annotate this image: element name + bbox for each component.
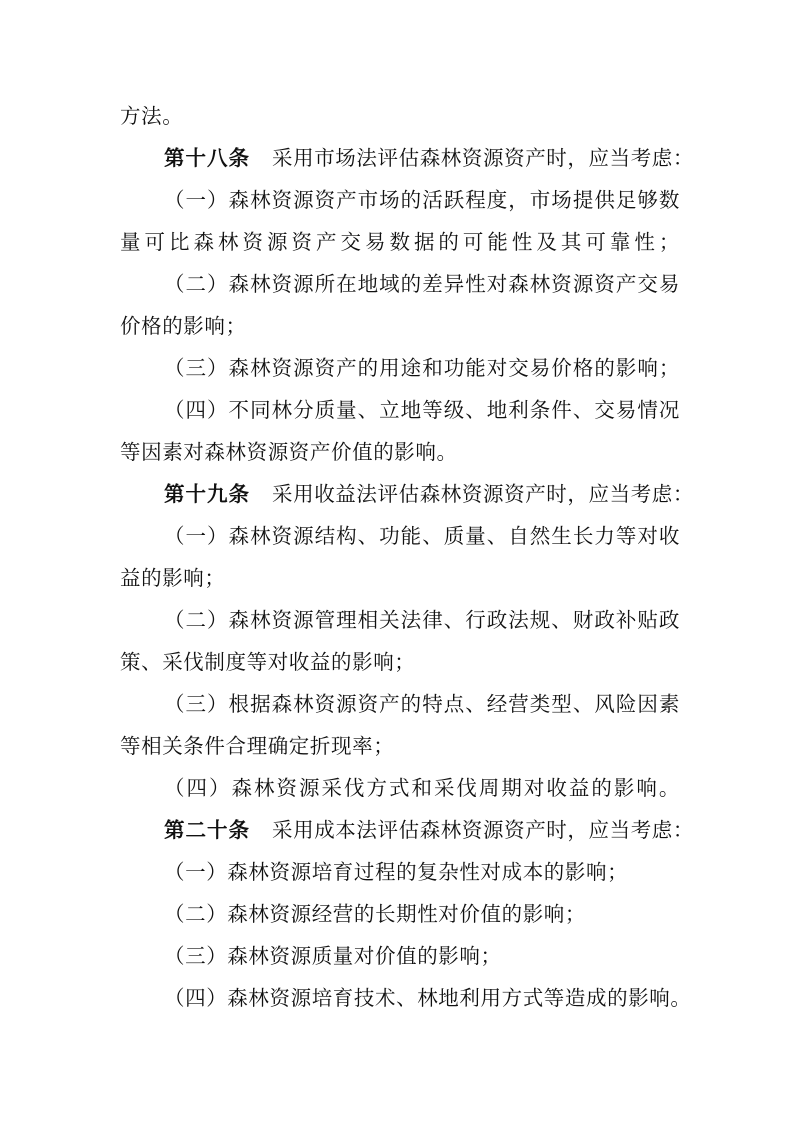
text-line-20: （二）森林资源经营的长期性对价值的影响；: [164, 902, 586, 926]
article-19-heading: [164, 480, 694, 508]
text-line-1: 方法。: [120, 104, 184, 128]
article-text: 采用成本法评估森林资源资产时，应当考虑：: [272, 818, 694, 842]
text-line-22: （四）森林资源培育技术、林地利用方式等造成的影响。: [164, 986, 692, 1010]
article-18-heading: [164, 144, 694, 172]
article-text: 采用市场法评估森林资源资产时，应当考虑：: [272, 146, 694, 170]
article-number: 第十九条: [164, 482, 250, 506]
text-line-11: （一）森林资源结构、功能、质量、自然生长力等对收: [164, 524, 680, 548]
text-line-9: 等因素对森林资源资产价值的影响。: [120, 440, 458, 464]
article-text: 采用收益法评估森林资源资产时，应当考虑：: [272, 482, 694, 506]
text-line-5: （二）森林资源所在地域的差异性对森林资源资产交易: [164, 272, 680, 296]
text-line-15: （三）根据森林资源资产的特点、经营类型、风险因素: [164, 692, 680, 716]
text-line-19: （一）森林资源培育过程的复杂性对成本的影响；: [164, 860, 629, 884]
article-number: 第十八条: [164, 146, 250, 170]
text-line-13: （二）森林资源管理相关法律、行政法规、财政补贴政: [164, 608, 680, 632]
text-line-17: （四）森林资源采伐方式和采伐周期对收益的影响。: [164, 776, 680, 800]
text-line-6: 价格的影响；: [120, 314, 247, 338]
text-line-4: 量可比森林资源资产交易数据的可能性及其可靠性；: [120, 230, 680, 254]
text-line-21: （三）森林资源质量对价值的影响；: [164, 944, 502, 968]
article-number: 第二十条: [164, 818, 250, 842]
text-line-14: 策、采伐制度等对收益的影响；: [120, 650, 416, 674]
text-line-3: （一）森林资源资产市场的活跃程度，市场提供足够数: [164, 188, 680, 212]
text-line-16: 等相关条件合理确定折现率；: [120, 734, 395, 758]
article-20-heading: [164, 816, 694, 844]
text-line-12: 益的影响；: [120, 566, 226, 590]
text-line-7: （三）森林资源资产的用途和功能对交易价格的影响；: [164, 356, 680, 380]
text-line-8: （四）不同林分质量、立地等级、地利条件、交易情况: [164, 398, 680, 422]
